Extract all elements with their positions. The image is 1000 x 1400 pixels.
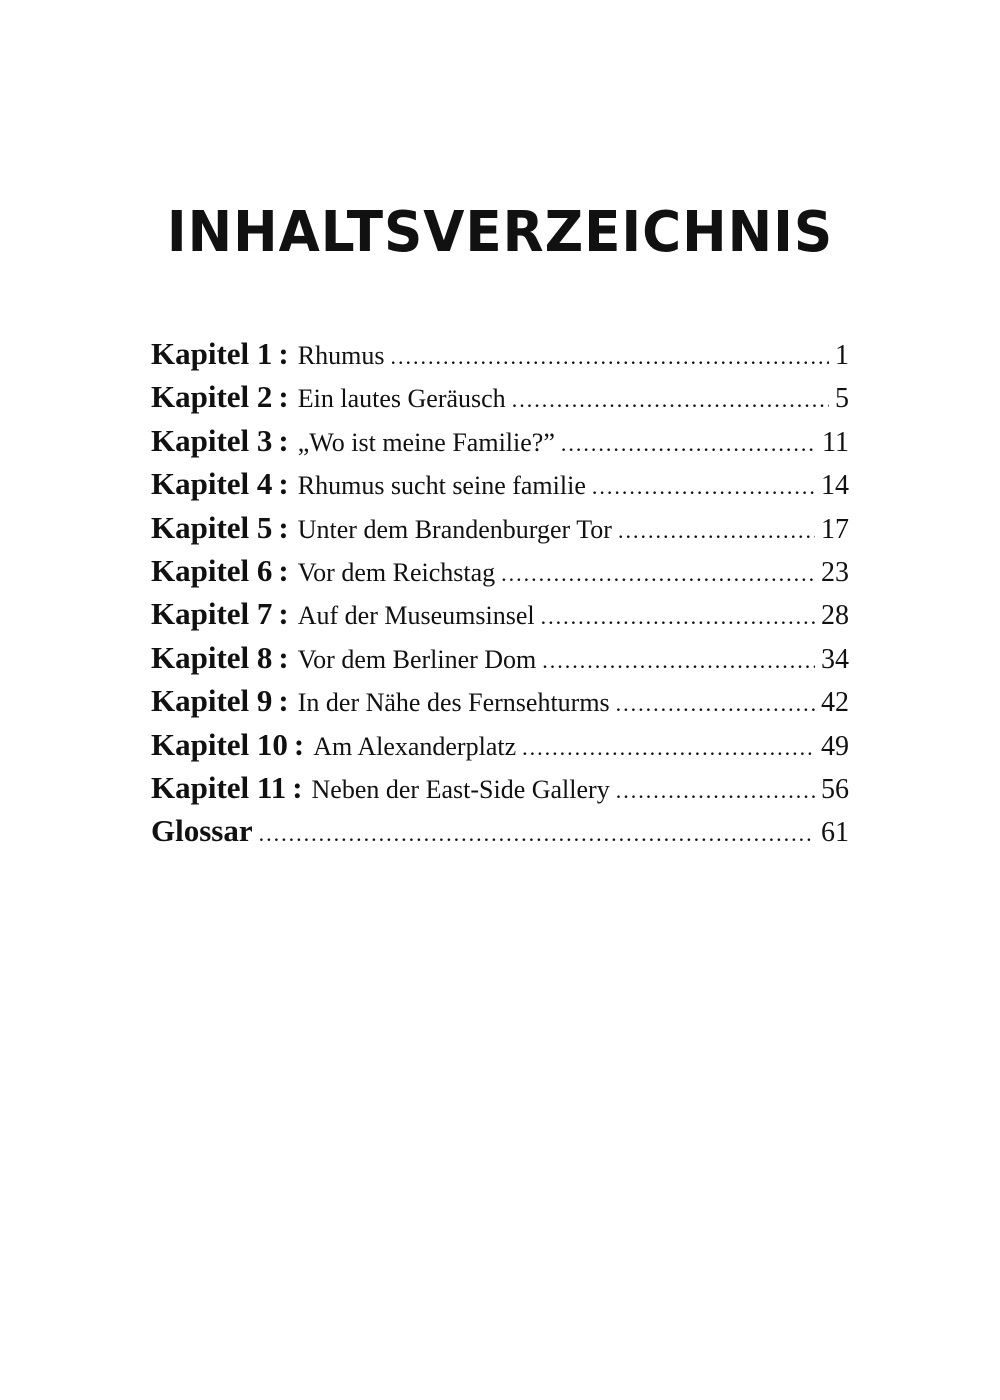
toc-dot-leader bbox=[522, 735, 815, 761]
toc-dot-leader bbox=[542, 648, 815, 674]
toc-entry-page: 5 bbox=[835, 383, 849, 415]
toc-entry-label: Kapitel 10 bbox=[151, 726, 288, 762]
toc-entry-page: 34 bbox=[821, 643, 849, 675]
toc-entry-page: 11 bbox=[822, 426, 849, 458]
toc-dot-leader bbox=[501, 561, 815, 587]
toc-entry-label: Kapitel 11 bbox=[151, 769, 287, 805]
toc-entry-separator: : bbox=[278, 509, 289, 545]
page-title: INHALTSVERZEICHNIS bbox=[166, 200, 834, 265]
toc-entry-label: Kapitel 1 bbox=[151, 336, 273, 371]
toc-entry-page: 17 bbox=[821, 513, 849, 545]
toc-entry[interactable] bbox=[151, 553, 849, 596]
toc-entry[interactable] bbox=[151, 683, 849, 726]
toc-entry[interactable] bbox=[151, 510, 849, 553]
toc-dot-leader bbox=[561, 431, 816, 457]
toc-entry-label: Kapitel 8 bbox=[151, 639, 273, 675]
toc-entry-label: Glossar bbox=[151, 813, 253, 849]
toc-entry-separator: : bbox=[278, 596, 289, 632]
toc-entry-title: Unter dem Brandenburger Tor bbox=[297, 514, 612, 544]
toc-entry-title: Neben der East-Side Gallery bbox=[311, 774, 610, 804]
toc-entry-title: Vor dem Reichstag bbox=[297, 557, 496, 587]
toc-entry-separator: : bbox=[278, 466, 289, 502]
toc-entry-page: 28 bbox=[821, 600, 849, 632]
toc-dot-leader bbox=[592, 474, 815, 500]
toc-entry-separator: : bbox=[278, 336, 289, 371]
toc-entry-separator: : bbox=[278, 422, 289, 458]
toc-entry-page: 23 bbox=[821, 556, 849, 588]
toc-entry-page: 42 bbox=[821, 687, 849, 719]
toc-entry-separator: : bbox=[293, 726, 305, 762]
toc-entry-separator: : bbox=[292, 769, 303, 805]
toc-entry-separator: : bbox=[278, 639, 289, 675]
toc-dot-leader bbox=[259, 821, 815, 847]
toc-entry-page: 61 bbox=[821, 817, 849, 849]
toc-entry-title: Rhumus sucht seine familie bbox=[297, 471, 586, 501]
toc-entry[interactable] bbox=[151, 423, 849, 466]
toc-entry-title: Vor dem Berliner Dom bbox=[297, 644, 537, 674]
toc-entry-title: „Wo ist meine Familie?” bbox=[297, 427, 555, 457]
toc-entry-title: Rhumus bbox=[297, 341, 385, 370]
toc-entry-page: 14 bbox=[821, 470, 849, 502]
toc-entry-separator: : bbox=[278, 683, 289, 719]
toc-entry-title: Ein lautes Geräusch bbox=[297, 384, 506, 414]
toc-entry[interactable] bbox=[151, 596, 849, 639]
toc-entry-label: Kapitel 9 bbox=[151, 683, 273, 719]
toc-dot-leader bbox=[390, 344, 829, 370]
toc-entry-label: Kapitel 2 bbox=[151, 379, 273, 415]
toc-dot-leader bbox=[616, 691, 815, 717]
toc-entry[interactable] bbox=[151, 379, 849, 422]
toc-dot-leader bbox=[512, 387, 829, 413]
toc-entry-title: Am Alexanderplatz bbox=[313, 731, 517, 761]
toc-entry[interactable] bbox=[151, 466, 849, 509]
toc-entry-label: Kapitel 4 bbox=[151, 466, 273, 502]
toc-entry-title: Auf der Museumsinsel bbox=[297, 601, 535, 631]
toc-dot-leader bbox=[618, 518, 815, 544]
toc-dot-leader bbox=[541, 604, 815, 630]
toc-dot-leader bbox=[616, 778, 815, 804]
toc-entry-page: 56 bbox=[821, 773, 849, 805]
toc-entry-glossary[interactable] bbox=[151, 813, 849, 856]
table-of-contents bbox=[151, 336, 849, 857]
toc-entry[interactable] bbox=[151, 770, 849, 813]
toc-entry-page: 1 bbox=[835, 340, 849, 371]
toc-entry[interactable] bbox=[151, 640, 849, 683]
toc-entry-label: Kapitel 7 bbox=[151, 596, 273, 632]
toc-entry-label: Kapitel 3 bbox=[151, 422, 273, 458]
toc-entry-separator: : bbox=[278, 379, 289, 415]
toc-entry[interactable] bbox=[151, 727, 849, 770]
toc-entry-separator: : bbox=[278, 552, 289, 588]
toc-entry-page: 49 bbox=[821, 730, 849, 762]
toc-entry-label: Kapitel 6 bbox=[151, 552, 273, 588]
toc-entry[interactable] bbox=[151, 336, 849, 379]
toc-entry-label: Kapitel 5 bbox=[151, 509, 273, 545]
toc-entry-title: In der Nähe des Fernsehturms bbox=[297, 688, 610, 718]
